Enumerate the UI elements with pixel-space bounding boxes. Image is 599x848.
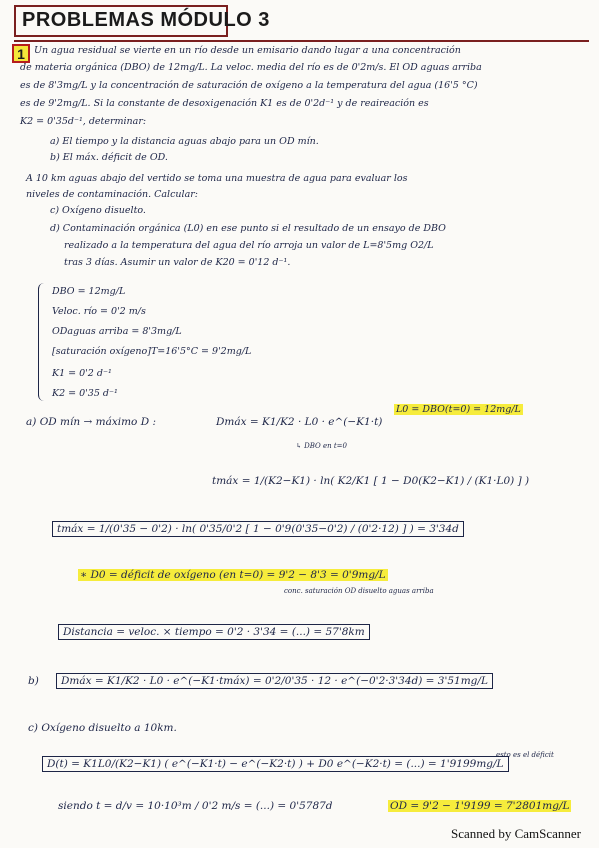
task-d-line-3: tras 3 días. Asumir un valor de K20 = 0'12 d⁻¹.	[64, 257, 291, 268]
dmax-formula: Dmáx = K1/K2 · L0 · e^(−K1·t)	[216, 416, 383, 428]
data-saturation: [saturación oxígeno]T=16'5°C = 9'2mg/L	[52, 346, 252, 357]
task-d-line-2: realizado a la temperatura del agua del río arroja un valor de L=8'5mg O2/L	[64, 240, 434, 251]
statement-line-2: de materia orgánica (DBO) de 12mg/L. La veloc. media del río es de 0'2m/s. El OD aguas arriba	[20, 62, 482, 73]
problem-number: 1	[12, 44, 30, 63]
title-underline	[14, 40, 589, 42]
task-a: a) El tiempo y la distancia aguas abajo para un OD mín.	[50, 136, 319, 147]
tmax-calculation: tmáx = 1/(0'35 − 0'2) · ln( 0'35/0'2 [ 1 − 0'9(0'35−0'2) / (0'2·12) ] ) = 3'34d	[52, 523, 464, 535]
task-b: b) El máx. déficit de OD.	[50, 152, 168, 163]
task-c: c) Oxígeno disuelto.	[50, 205, 146, 216]
statement-line-5: K2 = 0'35d⁻¹, determinar:	[20, 116, 147, 127]
page-title: PROBLEMAS MÓDULO 3	[22, 9, 270, 31]
scanner-watermark: Scanned by CamScanner	[451, 826, 581, 841]
data-k1: K1 = 0'2 d⁻¹	[52, 368, 112, 379]
solution-c-label: c) Oxígeno disuelto a 10km.	[28, 722, 177, 734]
part2-line-1: A 10 km aguas abajo del vertido se toma una muestra de agua para evaluar los	[26, 173, 408, 184]
d0-note: ∗ D0 = déficit de oxígeno (en t=0) = 9'2 − 8'3 = 0'9mg/L	[80, 569, 386, 581]
dt-formula: D(t) = K1L0/(K2−K1) ( e^(−K1·t) − e^(−K2·t) ) + D0 e^(−K2·t) = (...) = 1'9199mg/L	[42, 758, 509, 770]
distance-calculation: Distancia = veloc. × tiempo = 0'2 · 3'34 = (...) = 57'8km	[58, 626, 370, 638]
solution-b-label: b)	[28, 675, 39, 687]
statement-line-3: es de 8'3mg/L y la concentración de saturación de oxígeno a la temperatura del agua (16'5 °C)	[20, 80, 478, 91]
data-velocity: Veloc. río = 0'2 m/s	[52, 306, 146, 317]
data-brace	[38, 283, 47, 401]
task-d-line-1: d) Contaminación orgánica (L0) en ese punto si el resultado de un ensayo de DBO	[50, 223, 446, 234]
dbo-note: ↳ DBO en t=0	[296, 442, 347, 450]
t-calculation: siendo t = d/v = 10·10³m / 0'2 m/s = (...) = 0'5787d	[58, 800, 333, 812]
data-k2: K2 = 0'35 d⁻¹	[52, 388, 118, 399]
l0-note: L0 = DBO(t=0) = 12mg/L	[396, 404, 521, 415]
data-dbo: DBO = 12mg/L	[52, 286, 126, 297]
statement-line-4: es de 9'2mg/L. Si la constante de desoxigenación K1 es de 0'2d⁻¹ y de reaireación es	[20, 98, 429, 109]
part2-line-2: niveles de contaminación. Calcular:	[26, 189, 198, 200]
data-od-upstream: ODaguas arriba = 8'3mg/L	[52, 326, 182, 337]
deficit-note: esto es el déficit	[496, 751, 554, 759]
tmax-formula: tmáx = 1/(K2−K1) · ln( K2/K1 [ 1 − D0(K2−K1) / (K1·L0) ] )	[212, 475, 530, 487]
solution-a-label: a) OD mín → máximo D :	[26, 416, 157, 428]
od-result: OD = 9'2 − 1'9199 = 7'2801mg/L	[390, 800, 570, 812]
statement-line-1: Un agua residual se vierte en un río desde un emisario dando lugar a una concentración	[34, 45, 461, 56]
solution-b-calculation: Dmáx = K1/K2 · L0 · e^(−K1·tmáx) = 0'2/0'35 · 12 · e^(−0'2·3'34d) = 3'51mg/L	[56, 675, 493, 687]
d0-subnote: conc. saturación OD disuelto aguas arriba	[284, 587, 434, 595]
